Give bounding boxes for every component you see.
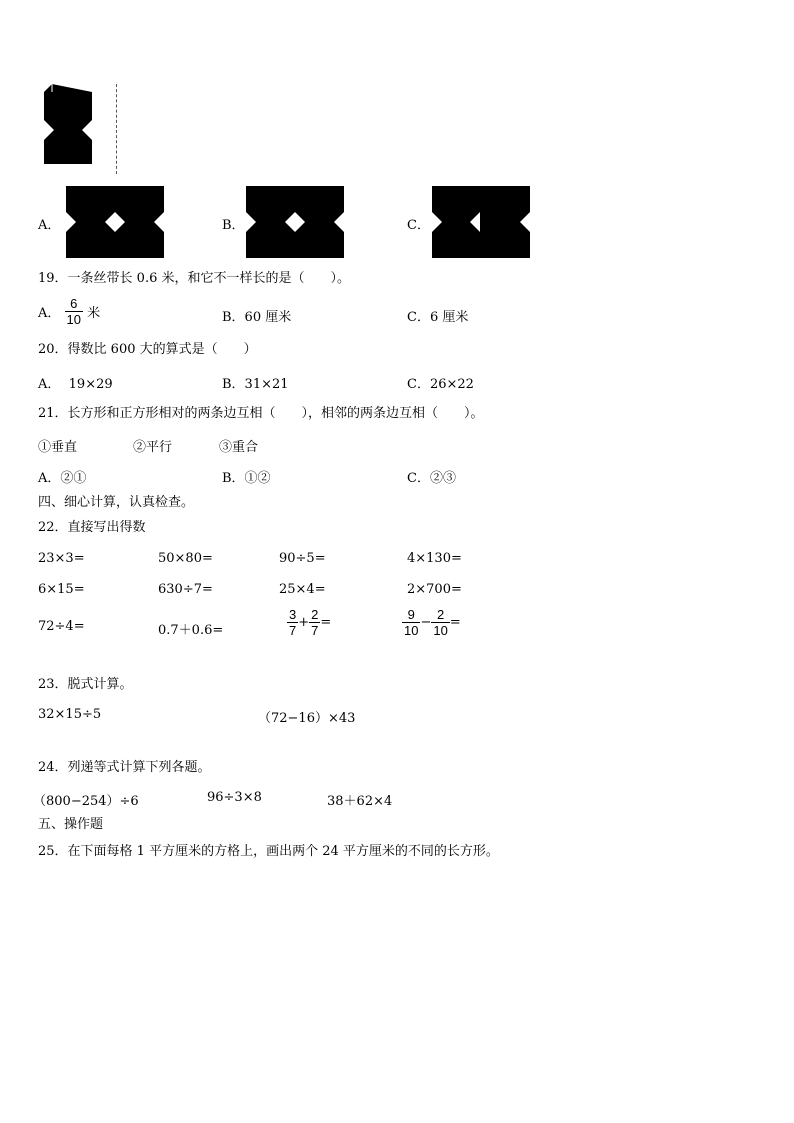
q19-stem: 19．一条丝带长 0.6 米，和它不一样长的是（ ）。: [38, 271, 350, 286]
q24-item-2: 96÷3×8: [207, 790, 262, 805]
q25-stem: 25．在下面每格 1 平方厘米的方格上，画出两个 24 平方厘米的不同的长方形。: [38, 844, 499, 859]
q18-option-a-letter: A．: [38, 218, 61, 233]
q22-fraction-expr-2: [402, 607, 461, 638]
q23-stem: 23．脱式计算。: [38, 677, 133, 692]
q21-option-b[interactable]: B．①②: [222, 471, 271, 486]
q22-f2-d2: 10: [433, 623, 448, 638]
q24-item-1: （800−254）÷6: [33, 794, 139, 809]
q22-r3-c1: 72÷4=: [38, 619, 85, 634]
q23-item-2: （72−16）×43: [258, 711, 356, 726]
q21-choice-2: ②平行: [133, 440, 173, 455]
q22-r1-c3: 90÷5=: [279, 551, 326, 566]
q21-option-c[interactable]: C．②③: [407, 471, 456, 486]
q19-option-b[interactable]: B．60 厘米: [222, 310, 292, 325]
q18-option-a-figure: [66, 186, 164, 258]
q22-f2-eq: =: [449, 615, 461, 630]
q22-r1-c4: 4×130=: [407, 551, 462, 566]
q18-option-b-figure: [246, 186, 344, 258]
q22-f1-n2: 2: [311, 607, 319, 622]
q21-stem: 21．长方形和正方形相对的两条边互相（ ），相邻的两条边互相（ ）。: [38, 406, 484, 421]
q20-stem: 20．得数比 600 大的算式是（ ）: [38, 342, 257, 357]
q22-f2-n2: 2: [431, 607, 449, 623]
q22-r2-c3: 25×4=: [279, 582, 326, 597]
q18-option-c-figure: [432, 186, 530, 258]
q18-option-b-letter: B．: [222, 218, 245, 233]
q22-r2-c2: 630÷7=: [158, 582, 213, 597]
q19-fraction-numerator: 6: [65, 296, 83, 312]
q19-option-a-letter: A．: [38, 306, 61, 321]
section-5-heading: 五、操作题: [38, 817, 104, 832]
q22-r3-c2: 0.7＋0.6=: [158, 623, 224, 638]
q23-item-1: 32×15÷5: [38, 707, 102, 722]
q22-f1-d1: 7: [289, 623, 297, 638]
q21-choice-3: ③重合: [219, 440, 259, 455]
q22-r1-c1: 23×3=: [38, 551, 85, 566]
q22-r2-c1: 6×15=: [38, 582, 85, 597]
q22-f2-d1: 10: [404, 623, 419, 638]
q19-option-a[interactable]: [38, 296, 100, 327]
q22-f2-n1: 9: [402, 607, 420, 623]
q20-option-b[interactable]: B．31×21: [222, 377, 289, 392]
fold-line: [116, 84, 117, 174]
q22-r1-c2: 50×80=: [158, 551, 213, 566]
q22-r2-c4: 2×700=: [407, 582, 462, 597]
q21-choice-1: ①垂直: [38, 440, 78, 455]
q22-f1-d2: 7: [311, 623, 319, 638]
q22-f1-second: [309, 607, 320, 638]
q18-option-c-letter: C．: [407, 218, 430, 233]
q19-option-a-unit: 米: [87, 306, 101, 321]
q22-fraction-expr-1: [287, 607, 331, 638]
q22-f2-op: −: [420, 615, 432, 630]
q22-f2-first: [402, 607, 420, 638]
q19-fraction-denominator: 10: [66, 312, 81, 327]
q22-f2-second: [431, 607, 449, 638]
q22-f1-first: [287, 607, 298, 638]
q22-stem: 22．直接写出得数: [38, 520, 146, 535]
q22-f1-n1: 3: [289, 607, 297, 622]
folded-paper-figure: [42, 84, 94, 166]
q24-stem: 24．列递等式计算下列各题。: [38, 760, 211, 775]
q19-fraction: [65, 296, 83, 327]
q22-f1-eq: =: [320, 615, 332, 630]
q22-f1-op: +: [298, 615, 310, 630]
q21-option-a[interactable]: A．②①: [38, 471, 87, 486]
q24-item-3: 38＋62×4: [327, 794, 393, 809]
q20-option-c[interactable]: C．26×22: [407, 377, 474, 392]
q20-option-a[interactable]: A． 19×29: [38, 377, 113, 392]
q19-option-c[interactable]: C．6 厘米: [407, 310, 469, 325]
section-4-heading: 四、细心计算，认真检查。: [38, 495, 195, 510]
